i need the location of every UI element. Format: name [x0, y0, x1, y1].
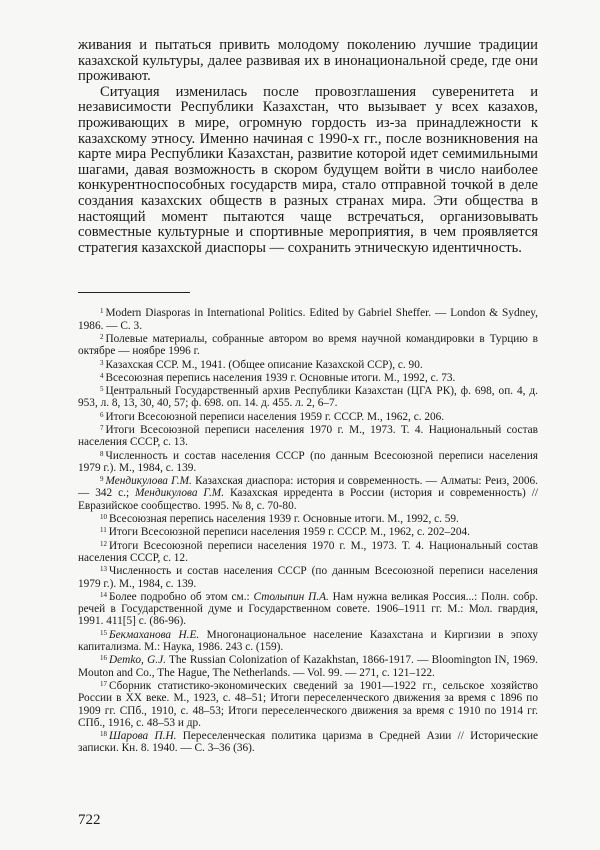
page-number: 722 — [78, 812, 101, 828]
paragraph-continuation: живания и пытаться привить молодому поколению лучшие традиции казахской культуры, далее развивая их в инонациональной среде, где они проживают. — [78, 37, 538, 85]
footnote-4: $^4$ Всесоюзная перепись населения 1939 г. Основные итоги. М., 1992, с. 73. — [100, 371, 456, 384]
footnote-14: $^{14}$ Более подробно об этом см.: Столыпин П.А. Нам нужна великая Россия...: Полн. собр. речей в Государственной думе и Государственном совете. 1906–1911 гг. М.: Мол. гвардия, 1991. 411[5] с. (86-96). — [78, 590, 539, 628]
main-text — [78, 38, 538, 256]
footnote-5: $^5$ Центральный Государственный архив Республики Казахстан (ЦГА РК), ф. 698, оп. 4, д. 953, л. 8, 13, 30, 40, 57; ф. 698. оп. 14. д. 455. л. 2, 6–7. — [78, 385, 538, 410]
footnote-11: $^{11}$ Итоги Всесоюзной переписи населения 1959 г. СССР. М., 1962, с. 202–204. — [100, 526, 470, 539]
footnote-3: $^3$ Казахская ССР. М., 1941. (Общее описание Казахской ССР), с. 90. — [100, 358, 423, 371]
footnote-6: $^6$ Итоги Всесоюзной переписи населения 1959 г. СССР. М., 1962, с. 206. — [100, 410, 445, 423]
footnote-7: $^7$ Итоги Всесоюзной переписи населения 1970 г. М., 1973. Т. 4. Национальный состав населения СССР, с. 13. — [78, 423, 538, 449]
footnote-1: $^1$ Modern Diasporas in International Politics. Edited by Gabriel Sheffer. — London & Sydney, 1986. — С. 3. — [78, 307, 538, 332]
footnote-separator — [78, 292, 190, 293]
footnotes — [78, 307, 538, 754]
footnote-17: $^{17}$ Сборник статистико-экономических сведений за 1901—1922 гг., сельское хозяйство России в XX веке. М., 1923, с. 48–51; Итоги переселенческого движения за время с 1896 по 1909 гг. СПб., 1910, с. 48–53; Итоги переселенческого движения за время с 1910 по 1914 гг. СПб., 1916, с. 48–53 и др. — [78, 679, 538, 729]
footnote-12: $^{12}$ Итоги Всесоюзной переписи населения 1970 г. М., 1973. Т. 4. Национальный состав населения СССР, с. 12. — [78, 539, 538, 564]
footnote-8: $^8$ Численность и состав населения СССР (по данным Всесоюзной переписи населения 1979 г.). М., 1984, с. 139. — [78, 449, 538, 474]
paragraph-sovereignty: Ситуация изменилась после провозглашения суверенитета и независимости Республики Казахстан, что вызывает у всех казахов, проживающих в мире, огромную гордость из-за принадлежности к казахскому этносу. Именно начиная с 1990-х гг., после возникновения на карте мира Республики Казахстан, развитие которой идет семимильными шагами, давая возможность в скором будущем войти в число наиболее конкурентноспособных государств мира, стало отправной точкой в деле создания казахских обществ в разных странах мира. Эти общества в настоящий момент пытаются чаще встречаться, организовывать совместные культурные и спортивные мероприятия, в чем проявляется стратегия казахской диаспоры — сохранить этническую идентичность. — [78, 83, 538, 256]
footnote-16: $^{16}$ Demko, G.J. The Russian Colonization of Kazakhstan, 1866-1917. — Bloomington IN, 1969. Mouton and Co., The Hague, The Netherlands. — Vol. 99. — 271, с. 121–122. — [78, 654, 538, 679]
footnote-18: $^{18}$ Шарова П.Н. Переселенческая политика царизма в Средней Азии // Исторические записки. Кн. 8. 1940. — С. 3–36 (36). — [78, 730, 539, 755]
footnote-9: $^9$ Мендикулова Г.М. Казахская диаспора: история и современность. — Алматы: Реиз, 2006. — 342 с.; Мендикулова Г.М. Казахская ирредента в России (история и современность) // Евразийское сообщество. 1995. № 8, с. 70-80. — [78, 475, 538, 512]
footnote-2: $^2$ Полевые материалы, собранные автором во время научной командировки в Турцию в октябре — ноябре 1996 г. — [78, 332, 538, 358]
footnote-13: $^{13}$ Численность и состав населения СССР (по данным Всесоюзной переписи населения 1979 г.). М., 1984, с. 139. — [78, 565, 538, 590]
footnote-15: $^{15}$ Бекмаханова Н.Е. Многонациональное население Казахстана и Киргизии в эпоху капитализма. М.: Наука, 1986. 243 с. (159). — [78, 628, 538, 654]
footnote-10: $^{10}$ Всесоюзная перепись населения 1939 г. Основные итоги. М., 1992, с. 59. — [100, 513, 459, 526]
